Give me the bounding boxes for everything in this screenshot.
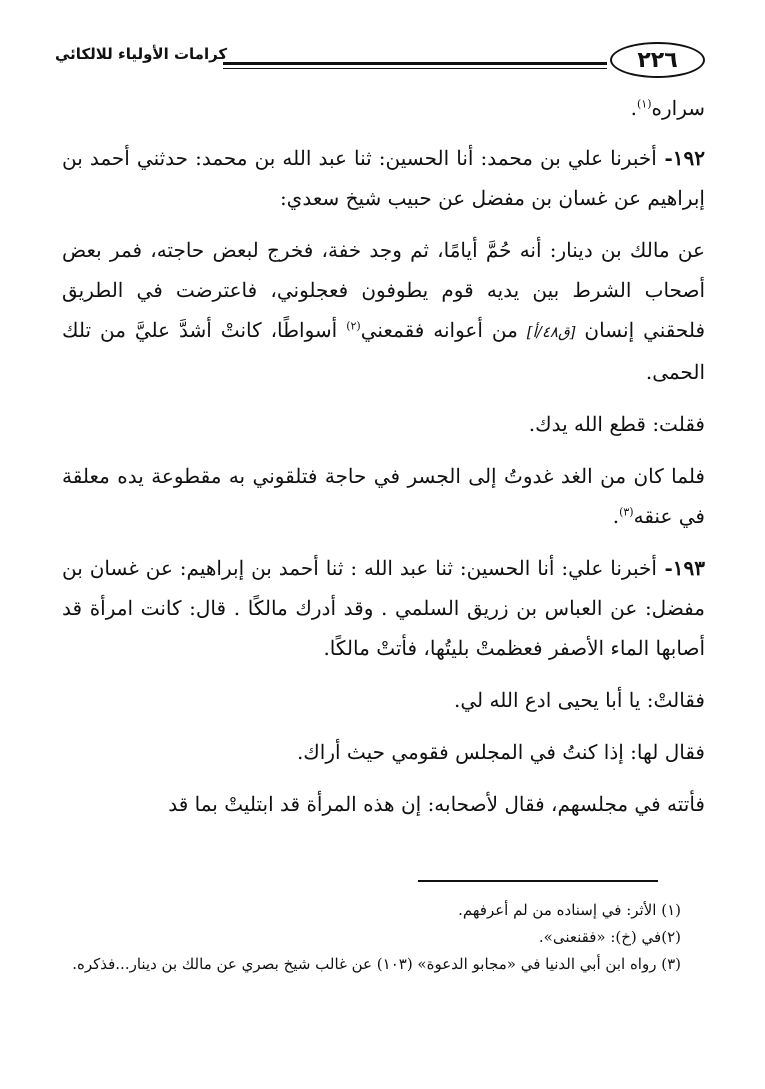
footnote-separator — [418, 880, 658, 882]
matn-192-c: أسواطًا، كانتْ أشدَّ عليَّ من تلك الحمى. — [62, 318, 705, 384]
paragraph-192-outcome: فلما كان من الغد غدوتُ إلى الجسر في حاجة فتلقوني به مقطوعة يده معلقة في عنقه$^{(٣)}$. — [62, 464, 705, 528]
narration-number-192: ١٩٢- — [656, 146, 706, 170]
paragraph-192-isnad — [62, 138, 705, 218]
main-text — [62, 88, 705, 836]
paragraph-192-saying — [62, 404, 705, 444]
footnote-ref-3: (٣) — [619, 505, 634, 519]
manuscript-folio-ref: [ق٤٨/أ] — [526, 323, 576, 341]
footnote-2: (٢)في (خ): «فقنعنى». — [538, 928, 681, 946]
matn-192-a: عن مالك بن دينار: أنه حُمَّ أيامًا، ثم وجد خفة، فخرج لبعض حاجته، فمر بعض أصحاب الشرط بين يديه قوم يطوفون فعجلوني، فاعترضت في الطريق فلحقني إنسان — [62, 238, 706, 342]
footnote-ref-1: (١) — [636, 97, 652, 111]
continuation-line: سراره$^{(١)}$. — [630, 96, 705, 120]
footnotes — [62, 897, 705, 978]
book-title: كرامات الأولياء للالكائي — [55, 45, 228, 63]
paragraph-193-isnad — [62, 548, 705, 668]
header-rule-thick — [223, 62, 607, 65]
paragraph-193-continuation — [62, 784, 705, 824]
request-193: فقالتْ: يا أبا يحيى ادع الله لي. — [454, 688, 705, 712]
outcome-192: فلما كان من الغد غدوتُ إلى الجسر في حاجة فتلقوني به مقطوعة يده معلقة في عنقه — [62, 464, 705, 528]
isnad-192: أخبرنا علي بن محمد: أنا الحسين: ثنا عبد الله بن محمد: حدثني أحمد بن إبراهيم عن غسان بن مفضل عن حبيب شيخ سعدي: — [62, 146, 705, 210]
continuation-193: فأتته في مجلسهم، فقال لأصحابه: إن هذه المرأة قد ابتليتْ بما قد — [168, 792, 705, 816]
footnote-1: (١) الأثر: في إسناده من لم أعرفهم. — [458, 901, 681, 919]
isnad-193: أخبرنا علي: أنا الحسين: ثنا عبد الله : ثنا أحمد بن إبراهيم: عن غسان بن مفضل: عن العباس بن زريق السلمي . وقد أدرك مالكًا . قال: كانت امرأة قد أصابها الماء الأصفر فعظمتْ بليتُها، فأتتْ مالكًا. — [62, 556, 705, 660]
continuation-text: سراره — [651, 96, 705, 120]
footnote-3: (٣) رواه ابن أبي الدنيا في «مجابو الدعوة» (١٠٣) عن غالب شيخ بصري عن مالك بن دينار...فذكره. — [72, 955, 681, 973]
footnote-ref-2: (٢) — [346, 319, 361, 333]
page-number: ٢٢٦ — [637, 47, 678, 73]
paragraph-193-request — [62, 680, 705, 720]
paragraph-192-matn — [62, 230, 705, 392]
header-rule-thin — [223, 68, 607, 69]
page-number-oval — [610, 42, 705, 78]
saying-192: فقلت: قطع الله يدك. — [528, 412, 705, 436]
reply-193: فقال لها: إذا كنتُ في المجلس فقومي حيث أراك. — [296, 740, 705, 764]
running-header — [55, 42, 705, 86]
matn-192-b: من أعوانه فقمعني — [360, 318, 527, 342]
narration-number-193: ١٩٣- — [656, 556, 705, 580]
paragraph-193-reply — [62, 732, 705, 772]
